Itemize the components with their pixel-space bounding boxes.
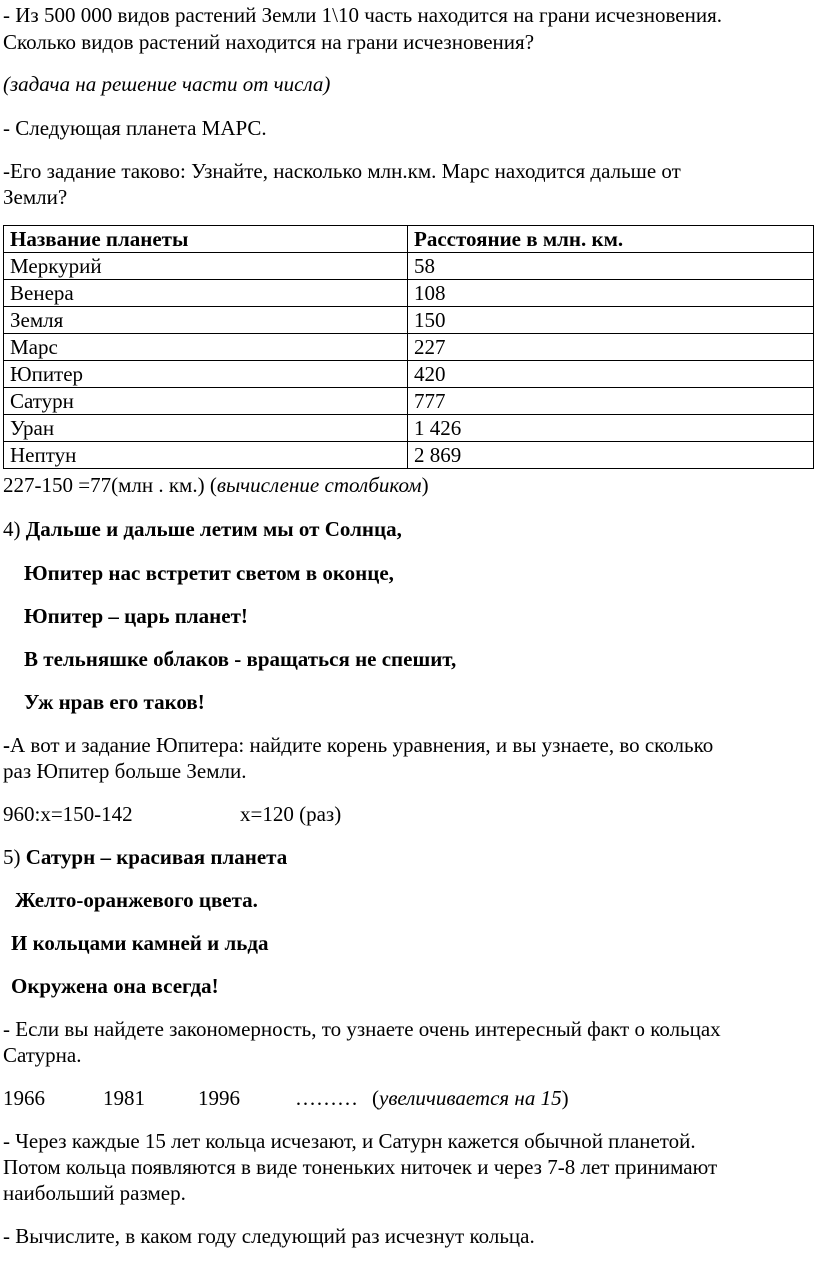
rings-info-line-3: наибольший размер. [3, 1181, 186, 1205]
planet-distance-cell: 2 869 [408, 442, 814, 469]
planet-distance-cell: 777 [408, 388, 814, 415]
mars-calculation [3, 472, 429, 498]
poem-saturn-line-2: Желто-оранжевого цвета. [15, 888, 258, 912]
planet-name-cell: Сатурн [4, 388, 408, 415]
year-sequence-1966: 1966 [3, 1086, 45, 1110]
table-row [4, 307, 814, 334]
table-row [4, 442, 814, 469]
poem-jupiter-line-4: В тельняшке облаков - вращаться не спешит, [24, 647, 457, 671]
poem-saturn-line-1 [3, 844, 287, 870]
jupiter-equation-answer: x=120 (раз) [240, 802, 342, 826]
table-row [4, 280, 814, 307]
table-row [4, 334, 814, 361]
rings-info-line-2: Потом кольца появляются в виде тоненьких ниточек и через 7-8 лет принимают [3, 1155, 718, 1179]
planet-name-cell: Венера [4, 280, 408, 307]
poem-saturn-line-3: И кольцами камней и льда [11, 931, 269, 955]
planet-distance-cell: 58 [408, 253, 814, 280]
planet-distance-cell: 150 [408, 307, 814, 334]
mars-intro: - Следующая планета МАРС. [3, 116, 267, 140]
planet-name-cell: Уран [4, 415, 408, 442]
rings-info-line-1: - Через каждые 15 лет кольца исчезают, и Сатурн кажется обычной планетой. [3, 1129, 696, 1153]
table-header-row [4, 226, 814, 253]
poem-jupiter-number: 4) [3, 517, 26, 541]
mars-task-line-1: -Его задание таково: Узнайте, насколько млн.км. Марс находится дальше от [3, 159, 681, 183]
mars-task-line-2: Земли? [3, 185, 68, 209]
year-sequence-1996: 1996 [198, 1086, 240, 1110]
table-row [4, 388, 814, 415]
planet-distance-cell: 108 [408, 280, 814, 307]
year-sequence-note-text: увеличивается на 15 [379, 1086, 562, 1110]
planet-distance-cell: 227 [408, 334, 814, 361]
planet-name-cell: Нептун [4, 442, 408, 469]
year-sequence-note [372, 1085, 569, 1111]
plants-task-line-1: - Из 500 000 видов растений Земли 1\10 часть находится на грани исчезновения. [3, 3, 722, 27]
planet-name-cell: Юпитер [4, 361, 408, 388]
plants-task-note: (задача на решение части от числа) [3, 72, 331, 96]
jupiter-task-dash: - [3, 733, 10, 757]
poem-saturn-line-4: Окружена она всегда! [11, 974, 219, 998]
jupiter-task-line-2: раз Юпитер больше Земли. [3, 759, 247, 783]
poem-jupiter-line-1 [3, 516, 402, 542]
mars-calculation-close: ) [421, 473, 429, 497]
final-task: - Вычислите, в каком году следующий раз исчезнут кольца. [3, 1224, 535, 1248]
header-planet-name: Название планеты [4, 226, 408, 253]
plants-task-line-2: Сколько видов растений находится на грани исчезновения? [3, 30, 535, 54]
year-sequence-1981: 1981 [103, 1086, 145, 1110]
poem-jupiter-line-3: Юпитер – царь планет! [24, 604, 248, 628]
mars-calculation-note: вычисление столбиком [216, 473, 422, 497]
year-sequence-note-open: ( [372, 1086, 379, 1110]
poem-saturn-number: 5) [3, 845, 26, 869]
year-sequence-note-close: ) [561, 1086, 569, 1110]
year-sequence-ellipsis: ……… [295, 1086, 358, 1110]
table-row [4, 253, 814, 280]
saturn-task-line-2: Сатурна. [3, 1043, 82, 1067]
jupiter-task-line-1 [3, 732, 713, 758]
header-distance: Расстояние в млн. км. [408, 226, 814, 253]
table-row [4, 415, 814, 442]
planet-distance-table [3, 225, 814, 469]
saturn-task-line-1: - Если вы найдете закономерность, то узнаете очень интересный факт о кольцах [3, 1017, 721, 1041]
planet-name-cell: Меркурий [4, 253, 408, 280]
poem-saturn-text-1: Сатурн – красивая планета [25, 845, 288, 869]
poem-jupiter-line-2: Юпитер нас встретит светом в оконце, [24, 561, 394, 585]
poem-jupiter-text-1: Дальше и дальше летим мы от Солнца, [25, 517, 402, 541]
planet-distance-cell: 420 [408, 361, 814, 388]
planet-distance-cell: 1 426 [408, 415, 814, 442]
table-row [4, 361, 814, 388]
poem-jupiter-line-5: Уж нрав его таков! [24, 690, 205, 714]
jupiter-task-text-1: А вот и задание Юпитера: найдите корень уравнения, и вы узнаете, во сколько [10, 733, 714, 757]
mars-calculation-main: 227-150 =77(млн . км.) ( [3, 473, 217, 497]
planet-name-cell: Марс [4, 334, 408, 361]
jupiter-equation-left: 960:x=150-142 [3, 802, 133, 826]
planet-name-cell: Земля [4, 307, 408, 334]
